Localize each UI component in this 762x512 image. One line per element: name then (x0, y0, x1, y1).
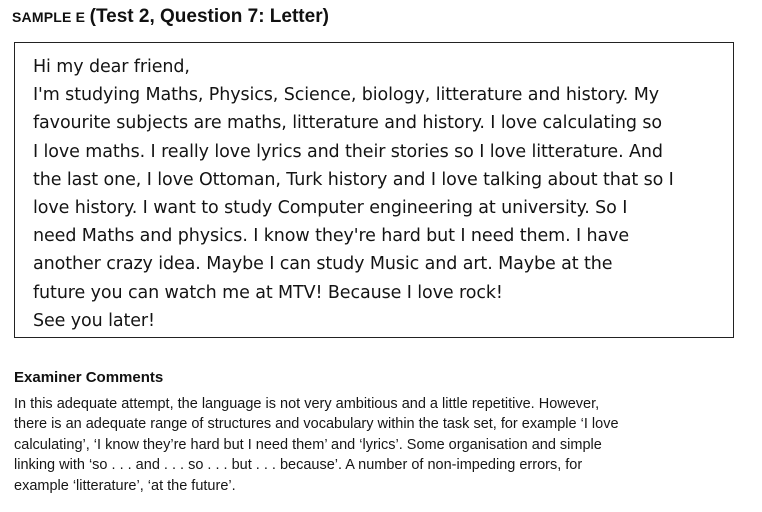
letter-line: another crazy idea. Maybe I can study Music and art. Maybe at the (33, 254, 613, 275)
comment-line: calculating’, ‘I know they’re hard but I need them’ and ‘lyrics’. Some organisation and simple (14, 436, 602, 453)
letter-text (33, 53, 729, 335)
comment-line: there is an adequate range of structures and vocabulary within the task set, for example ‘I love (14, 416, 619, 433)
sample-heading (12, 6, 329, 29)
letter-box (14, 42, 734, 338)
letter-line: I'm studying Maths, Physics, Science, biology, litterature and history. My (33, 85, 659, 106)
letter-line: I love maths. I really love lyrics and their stories so I love litterature. And (33, 141, 663, 162)
comment-line: linking with ‘so . . . and . . . so . . . but . . . because’. A number of non-impeding errors, for (14, 457, 583, 474)
examiner-comments-body (14, 394, 619, 496)
letter-line: need Maths and physics. I know they're hard but I need them. I have (33, 226, 630, 247)
sample-label: SAMPLE E (12, 9, 86, 25)
letter-line: love history. I want to study Computer engineering at university. So I (33, 198, 628, 219)
examiner-comments-title: Examiner Comments (14, 369, 164, 386)
letter-line: See you later! (33, 310, 155, 331)
letter-line: Hi my dear friend, (33, 57, 190, 77)
letter-line: future you can watch me at MTV! Because I love rock! (33, 282, 503, 303)
comment-line: example ‘litterature’, ‘at the future’. (14, 477, 236, 494)
letter-line: the last one, I love Ottoman, Turk history and I love talking about that so I (33, 169, 674, 190)
test-question-label: (Test 2, Question 7: Letter) (89, 6, 329, 27)
letter-line: favourite subjects are maths, litterature and history. I love calculating so (33, 113, 662, 134)
comment-line: In this adequate attempt, the language is not very ambitious and a little repetitive. However, (14, 396, 600, 412)
